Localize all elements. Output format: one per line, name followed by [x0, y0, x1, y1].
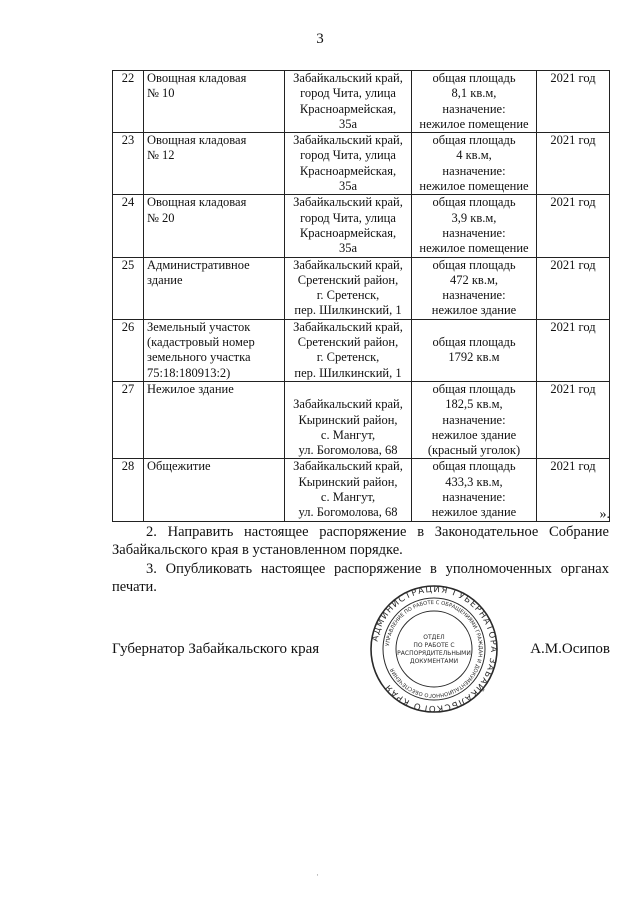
object-characteristics-line: 3,9 кв.м,	[451, 210, 497, 225]
closing-quote: ».	[599, 507, 610, 522]
object-address-line: с. Мангут,	[320, 427, 376, 442]
object-address-cell	[285, 133, 412, 195]
table-row	[113, 319, 610, 381]
object-name-line: 75:18:180913:2)	[147, 365, 231, 380]
object-characteristics-cell	[412, 257, 537, 319]
paragraph-3	[112, 560, 609, 596]
object-address-line: Красноармейская,	[299, 163, 397, 178]
object-name-line: Общежитие	[147, 459, 211, 474]
object-characteristics-line: 4 кв.м,	[456, 148, 492, 163]
object-address-line: Красноармейская,	[299, 225, 397, 240]
object-name-line: Нежилое здание	[147, 381, 234, 396]
object-name-cell	[144, 257, 285, 319]
transfer-year-line: 2021 год	[550, 257, 596, 272]
object-name-cell	[144, 133, 285, 195]
object-characteristics-line: нежилое помещение	[419, 179, 529, 194]
object-characteristics-line: 472 кв.м,	[449, 272, 498, 287]
object-characteristics-line: общая площадь	[432, 335, 516, 350]
table-row	[113, 133, 610, 195]
official-seal-stamp	[370, 585, 498, 713]
object-address-line: пер. Шилкинский, 1	[294, 303, 402, 318]
seal-center-text	[397, 634, 471, 665]
object-characteristics-cell	[412, 459, 537, 521]
object-name-line: № 10	[147, 86, 175, 101]
object-address-line: ул. Богомолова, 68	[298, 443, 398, 458]
object-address-cell	[285, 195, 412, 257]
object-name-cell	[144, 459, 285, 521]
transfer-year-cell	[537, 381, 610, 458]
row-number-cell	[113, 71, 144, 133]
row-number-line: 28	[121, 459, 135, 474]
object-name-cell	[144, 381, 285, 458]
object-name-cell	[144, 319, 285, 381]
transfer-year-cell	[537, 257, 610, 319]
object-characteristics-line: нежилое здание	[431, 303, 517, 318]
object-address-line: ул. Богомолова, 68	[298, 505, 398, 520]
object-characteristics-line: назначение:	[442, 288, 506, 303]
object-characteristics-line: 8,1 кв.м,	[451, 86, 497, 101]
object-characteristics-line: 433,3 кв.м,	[445, 474, 503, 489]
row-number-line: 22	[121, 71, 135, 85]
seal-center-line: РАСПОРЯДИТЕЛЬНЫМИ	[397, 650, 471, 657]
object-address-line: 35а	[338, 116, 358, 131]
row-number-cell	[113, 381, 144, 458]
object-name-cell	[144, 71, 285, 133]
object-address-line: с. Мангут,	[320, 490, 376, 505]
paragraph-3-text: 3. Опубликовать настоящее распоряжение в уполномоченных органах печати.	[112, 561, 609, 595]
table-row	[113, 195, 610, 257]
object-address-line	[288, 382, 408, 397]
object-characteristics-line: 1792 кв.м	[448, 350, 500, 365]
table-row	[113, 71, 610, 133]
object-address-line: Сретенский район,	[297, 272, 399, 287]
object-characteristics-line: (красный уголок)	[427, 443, 521, 458]
row-number-cell	[113, 257, 144, 319]
transfer-year-line: 2021 год	[550, 459, 596, 474]
transfer-year-line: 2021 год	[550, 381, 596, 396]
row-number-line: 25	[121, 257, 135, 272]
object-characteristics-cell	[412, 319, 537, 381]
transfer-year-line: 2021 год	[550, 133, 596, 148]
object-address-cell	[285, 381, 412, 458]
object-characteristics-line: 182,5 кв.м,	[445, 397, 503, 412]
object-characteristics-line: нежилое здание	[431, 427, 517, 442]
row-number-line: 27	[121, 381, 135, 396]
row-number-line: 23	[121, 133, 135, 148]
object-address-line: пер. Шилкинский, 1	[294, 365, 402, 380]
transfer-year-cell	[537, 133, 610, 195]
object-characteristics-line: назначение:	[442, 101, 506, 116]
object-name-line: № 12	[147, 148, 175, 163]
object-characteristics-cell	[412, 71, 537, 133]
object-address-line: г. Сретенск,	[316, 350, 380, 365]
paragraph-2	[112, 523, 609, 559]
seal-center-line: ОТДЕЛ	[423, 634, 445, 641]
object-address-line: город Чита, улица	[300, 86, 396, 101]
object-characteristics-cell	[412, 381, 537, 458]
paragraph-2-text: 2. Направить настоящее распоряжение в Законодательное Собрание Забайкальского края в установленном порядке.	[112, 524, 609, 558]
transfer-year-cell	[537, 319, 610, 381]
object-name-line: Овощная кладовая	[147, 71, 247, 85]
object-characteristics-line: общая площадь	[432, 381, 516, 396]
object-characteristics-line: общая площадь	[432, 195, 516, 210]
row-number-cell	[113, 195, 144, 257]
signature-name: А.М.Осипов	[530, 641, 610, 657]
object-address-line: Красноармейская,	[299, 101, 397, 116]
object-characteristics-line: назначение:	[442, 163, 506, 178]
object-address-cell	[285, 257, 412, 319]
object-name-line: Овощная кладовая	[147, 195, 247, 210]
table-row	[113, 459, 610, 521]
object-address-line: Забайкальский край,	[293, 459, 403, 474]
object-address-cell	[285, 459, 412, 521]
object-address-line: город Чита, улица	[300, 148, 396, 163]
object-address-line: г. Сретенск,	[316, 288, 380, 303]
object-characteristics-line: нежилое помещение	[419, 116, 529, 131]
row-number-line: 24	[121, 195, 135, 210]
object-address-line: город Чита, улица	[300, 210, 396, 225]
property-table	[112, 70, 610, 522]
object-address-line: Забайкальский край,	[293, 319, 403, 334]
object-name-line: (кадастровый номер	[147, 335, 255, 350]
object-address-cell	[285, 71, 412, 133]
transfer-year-line: 2021 год	[550, 195, 596, 210]
seal-inner-ring	[396, 611, 472, 687]
transfer-year-cell	[537, 195, 610, 257]
object-address-line: Забайкальский край,	[293, 71, 403, 85]
object-characteristics-cell	[412, 133, 537, 195]
seal-outer-text: АДМИНИСТРАЦИЯ ГУБЕРНАТОРА ЗАБАЙКАЛЬСКОГО КРАЯ	[370, 585, 498, 713]
object-address-line: 35а	[338, 241, 358, 256]
seal-inner-text: УПРАВЛЕНИЕ ПО РАБОТЕ С ОБРАЩЕНИЯМИ ГРАЖДАН И ДОКУМЕНТАЦИОННОГО ОБЕСПЕЧЕНИЯ	[385, 599, 484, 699]
page-number: 3	[316, 31, 324, 47]
object-address-line: 35а	[338, 179, 358, 194]
object-name-line: Административное	[147, 257, 250, 272]
object-address-line: Забайкальский край,	[293, 257, 403, 272]
object-address-line: Забайкальский край,	[293, 195, 403, 210]
object-name-line: здание	[147, 272, 183, 287]
transfer-year-cell	[537, 71, 610, 133]
seal-center-line: ПО РАБОТЕ С	[413, 642, 455, 649]
scan-mark: ·	[316, 870, 319, 880]
object-name-line: Овощная кладовая	[147, 133, 247, 148]
table-row	[113, 381, 610, 458]
row-number-cell	[113, 459, 144, 521]
object-name-line: № 20	[147, 210, 175, 225]
row-number-line: 26	[121, 319, 135, 334]
object-characteristics-line: нежилое здание	[431, 505, 517, 520]
object-address-line: Кыринский район,	[298, 412, 398, 427]
object-name-line: Земельный участок	[147, 319, 251, 334]
transfer-year-line: 2021 год	[550, 71, 596, 85]
object-address-line: Забайкальский край,	[293, 397, 403, 412]
row-number-cell	[113, 133, 144, 195]
object-characteristics-line: общая площадь	[432, 133, 516, 148]
seal-middle-ring	[383, 598, 485, 700]
object-characteristics-line	[415, 320, 533, 335]
object-address-line: Кыринский район,	[298, 474, 398, 489]
object-characteristics-cell	[412, 195, 537, 257]
signature-title: Губернатор Забайкальского края	[112, 641, 320, 657]
object-characteristics-line: общая площадь	[432, 459, 516, 474]
object-characteristics-line: назначение:	[442, 490, 506, 505]
object-characteristics-line: общая площадь	[432, 71, 516, 85]
object-address-line: Забайкальский край,	[293, 133, 403, 148]
seal-center-line: ДОКУМЕНТАМИ	[409, 658, 459, 665]
transfer-year-line: 2021 год	[550, 319, 596, 334]
object-address-line: Сретенский район,	[297, 335, 399, 350]
object-characteristics-line: назначение:	[442, 225, 506, 240]
object-characteristics-line: общая площадь	[432, 257, 516, 272]
property-table-body	[113, 71, 610, 522]
table-row	[113, 257, 610, 319]
object-name-cell	[144, 195, 285, 257]
object-characteristics-line: назначение:	[442, 412, 506, 427]
object-name-line: земельного участка	[147, 350, 251, 365]
row-number-cell	[113, 319, 144, 381]
object-characteristics-line: нежилое помещение	[419, 241, 529, 256]
object-address-cell	[285, 319, 412, 381]
